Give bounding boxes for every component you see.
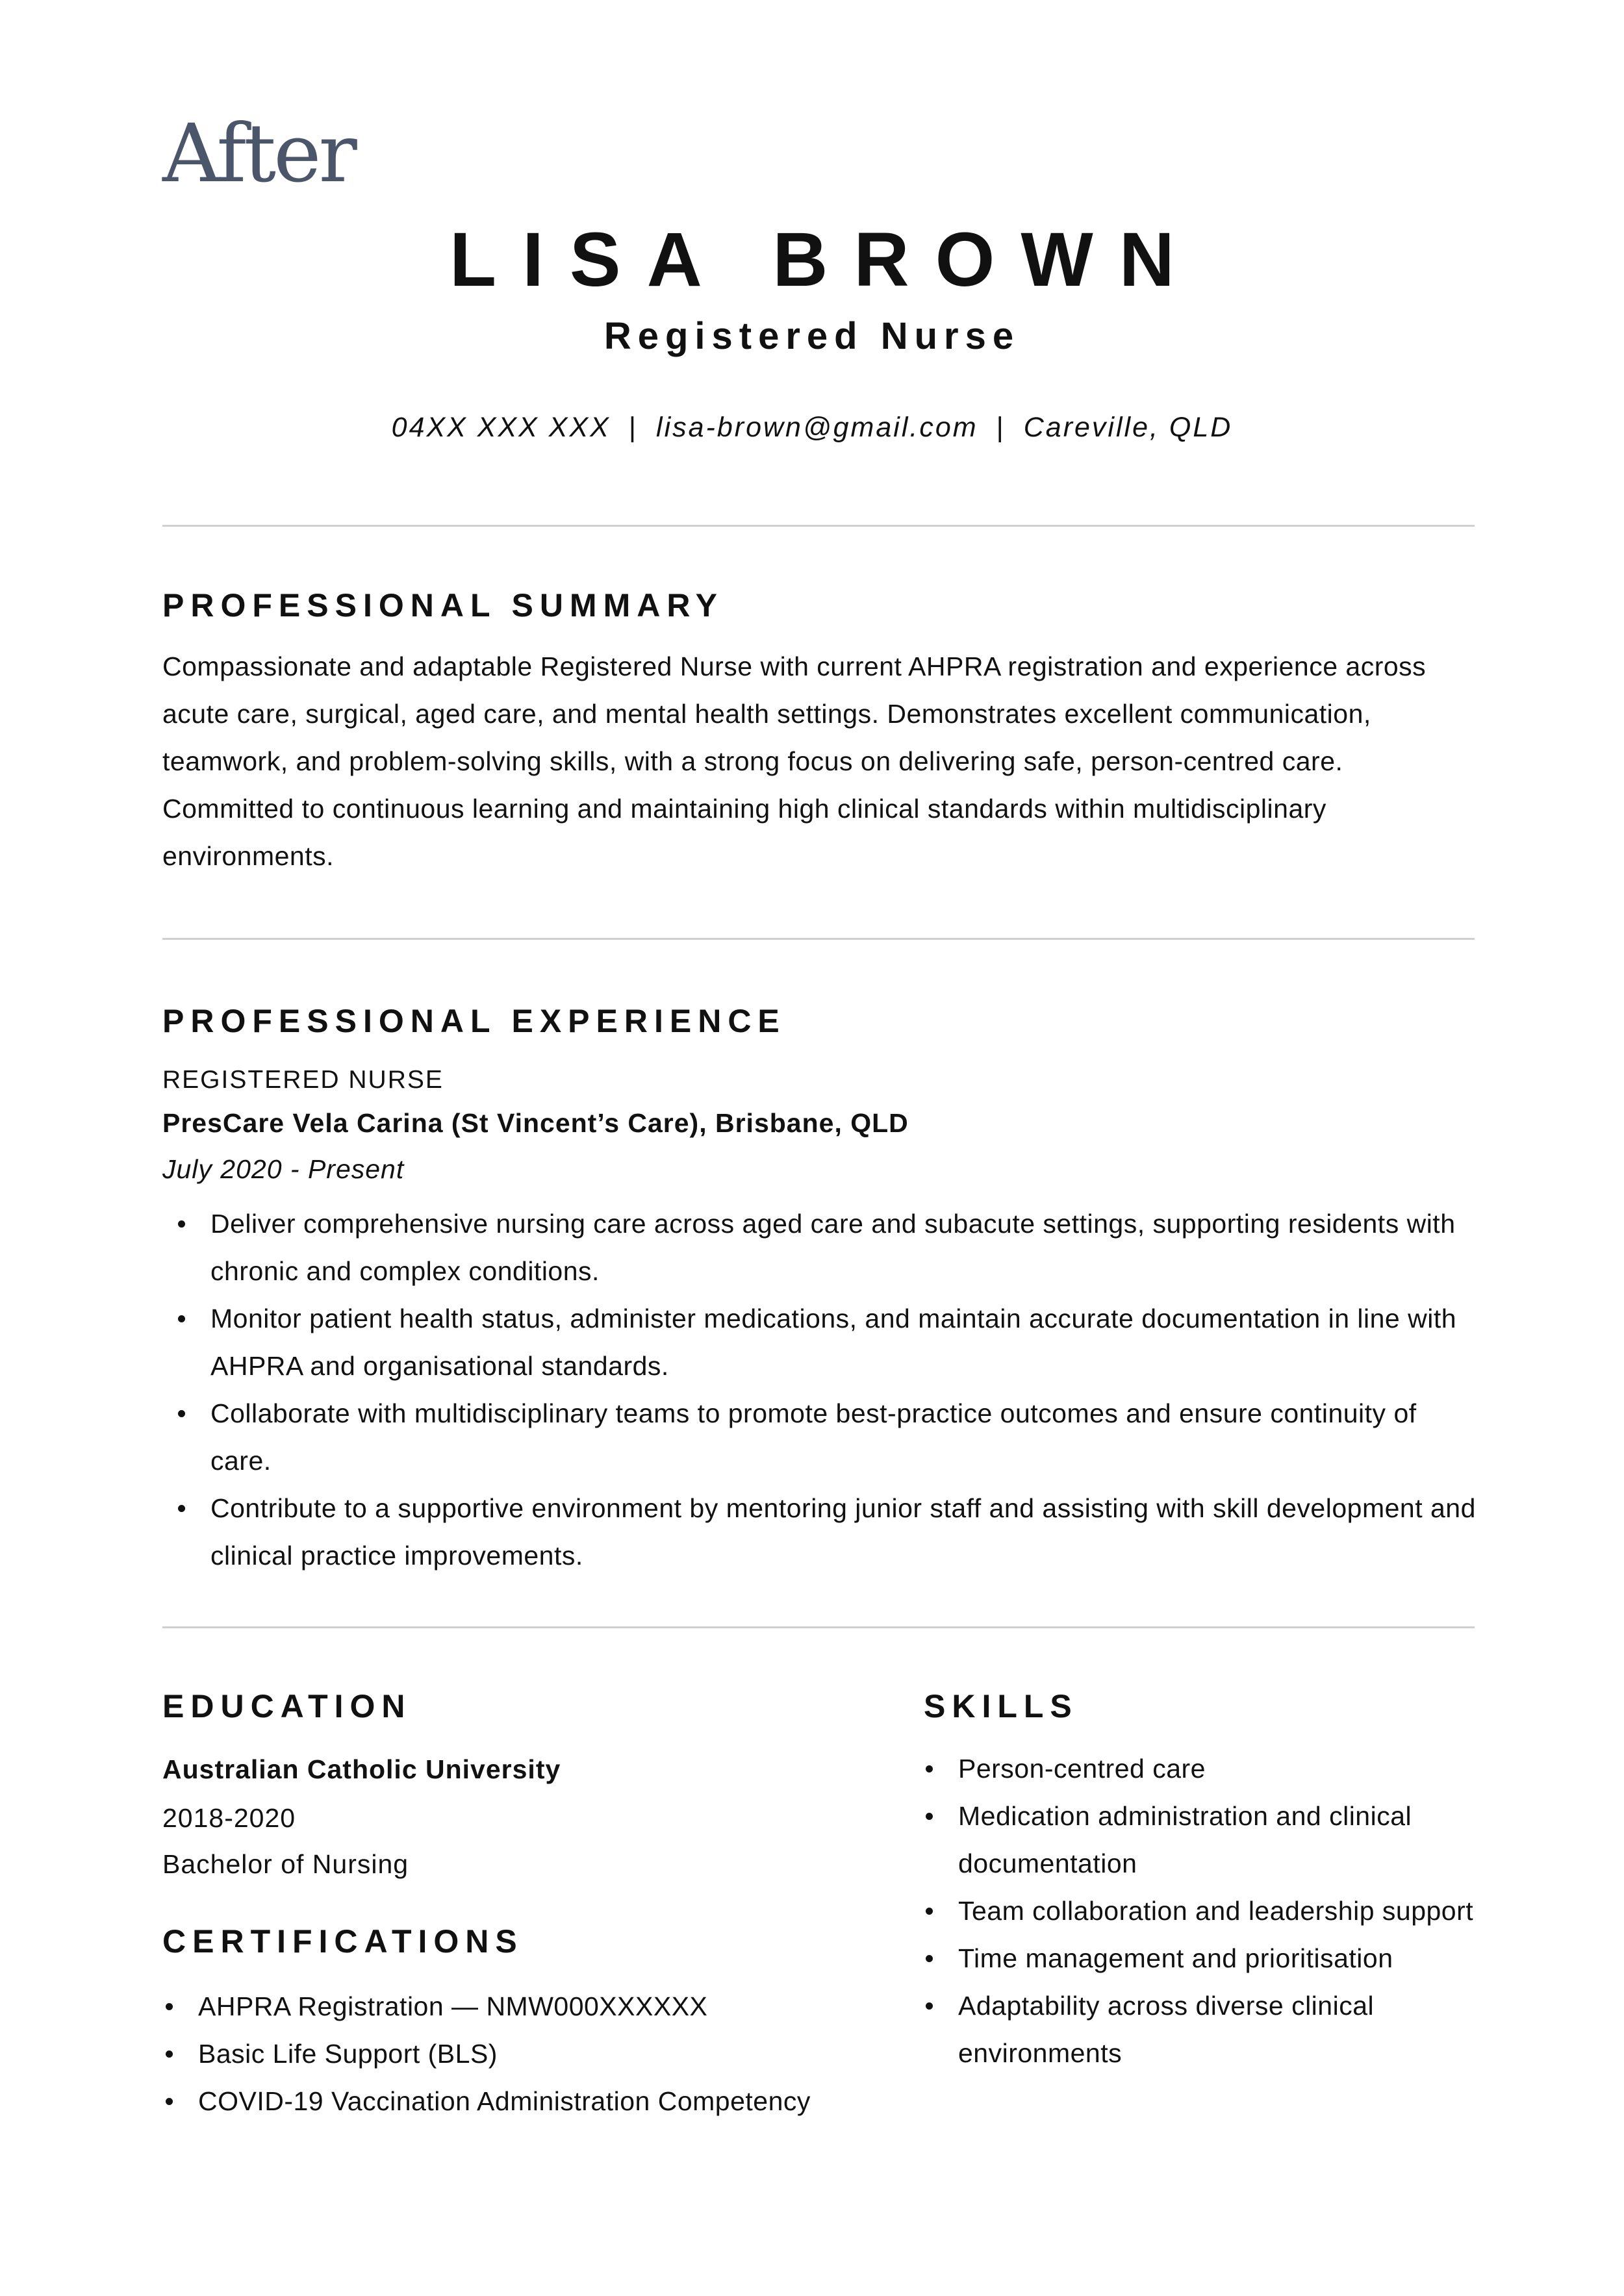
experience-bullet-list <box>210 1200 1484 1580</box>
contact-separator: | <box>628 412 639 443</box>
list-item: Team collaboration and leadership support <box>958 1887 1478 1935</box>
education-heading: EDUCATION <box>162 1688 412 1724</box>
list-item: Medication administration and clinical documentation <box>958 1793 1478 1887</box>
after-logo: After <box>162 107 355 201</box>
certifications-heading: CERTIFICATIONS <box>162 1923 524 1960</box>
skills-heading: SKILLS <box>924 1688 1078 1724</box>
contact-line <box>0 411 1624 445</box>
certifications-list <box>198 1983 939 2125</box>
divider <box>162 938 1475 940</box>
list-item: Time management and prioritisation <box>958 1935 1478 1982</box>
experience-heading: PROFESSIONAL EXPERIENCE <box>162 1003 786 1039</box>
contact-separator: | <box>996 412 1006 443</box>
candidate-name: LISA BROWN <box>450 217 1200 303</box>
education-years: 2018-2020 <box>162 1803 296 1833</box>
job-title: REGISTERED NURSE <box>162 1066 444 1094</box>
divider <box>162 525 1475 527</box>
contact-email: lisa-brown@gmail.com <box>656 412 978 443</box>
list-item: Collaborate with multidisciplinary teams to promote best-practice outcomes and ensure continuity of care. <box>210 1390 1484 1485</box>
list-item: Monitor patient health status, administer medications, and maintain accurate documentation in line with AHPRA and organisational standards. <box>210 1295 1484 1390</box>
list-item: COVID-19 Vaccination Administration Competency <box>198 2078 939 2125</box>
education-degree: Bachelor of Nursing <box>162 1849 409 1879</box>
summary-heading: PROFESSIONAL SUMMARY <box>162 587 724 624</box>
list-item: AHPRA Registration — NMW000XXXXXX <box>198 1983 939 2030</box>
contact-location: Careville, QLD <box>1023 412 1233 443</box>
list-item: Contribute to a supportive environment by mentoring junior staff and assisting with skill development and clinical practice improvements. <box>210 1485 1484 1580</box>
education-school: Australian Catholic University <box>162 1754 561 1784</box>
contact-phone: 04XX XXX XXX <box>391 412 611 443</box>
job-dates: July 2020 - Present <box>162 1154 405 1184</box>
divider <box>162 1626 1475 1628</box>
job-company: PresCare Vela Carina (St Vincent’s Care), Brisbane, QLD <box>162 1108 909 1138</box>
list-item: Adaptability across diverse clinical environments <box>958 1982 1478 2077</box>
candidate-title: Registered Nurse <box>603 315 1021 357</box>
skills-list <box>958 1745 1478 2077</box>
list-item: Person-centred care <box>958 1745 1478 1793</box>
list-item: Deliver comprehensive nursing care across aged care and subacute settings, supporting residents with chronic and complex conditions. <box>210 1200 1484 1295</box>
summary-text: Compassionate and adaptable Registered Nurse with current AHPRA registration and experience across acute care, surgical, aged care, and mental health settings. Demonstrates excellent communication, teamwork, and problem-solving skills, with a strong focus on delivering safe, person-centred care. Committed to continuous learning and maintaining high clinical standards within multidisciplinary environments. <box>162 651 1427 871</box>
list-item: Basic Life Support (BLS) <box>198 2030 939 2078</box>
